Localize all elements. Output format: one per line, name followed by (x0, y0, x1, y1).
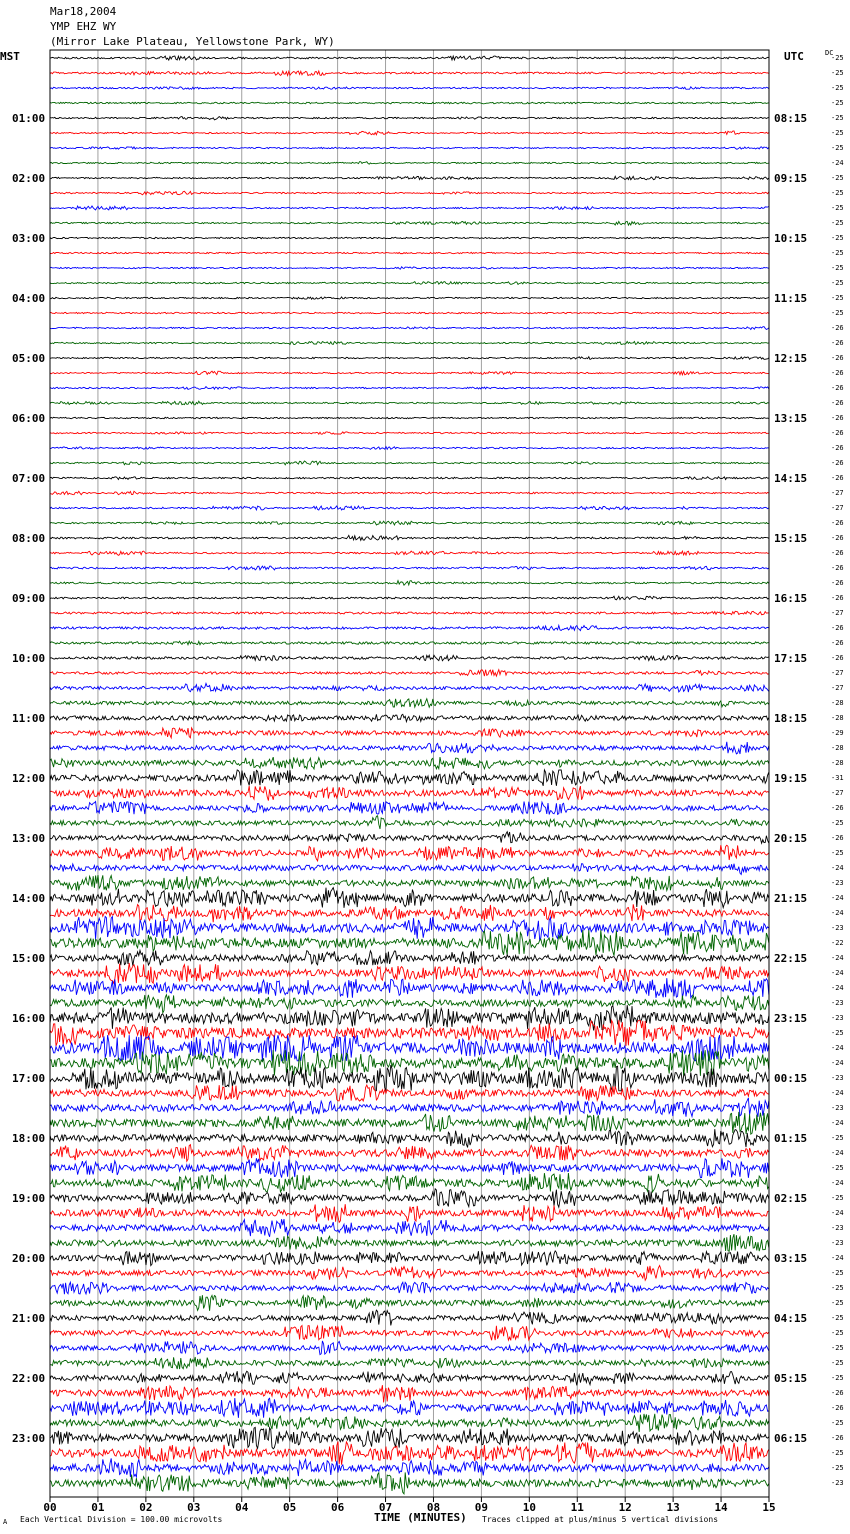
left-axis-label: MST (0, 50, 20, 63)
dc-offset-label: -25 (831, 294, 844, 302)
dc-offset-label: -27 (831, 669, 844, 677)
seismic-trace (50, 864, 769, 875)
x-tick-label: 09 (474, 1501, 489, 1514)
dc-offset-label: -24 (831, 1119, 844, 1127)
seismic-trace (50, 1204, 769, 1222)
dc-offset-label: -26 (831, 459, 844, 467)
seismic-trace (50, 670, 769, 676)
dc-offset-label: -23 (831, 1224, 844, 1232)
mst-hour-label: 21:00 (12, 1312, 46, 1325)
seismic-trace (50, 432, 769, 434)
dc-offset-label: -28 (831, 699, 844, 707)
dc-offset-label: -23 (831, 879, 844, 887)
dc-offset-label: -28 (831, 714, 844, 722)
x-tick-label: 02 (139, 1501, 153, 1514)
dc-offset-label: -25 (831, 1299, 844, 1307)
mst-hour-label: 02:00 (12, 172, 46, 185)
seismic-trace (50, 770, 769, 786)
dc-offset-label: -24 (831, 1149, 844, 1157)
seismic-trace (50, 1326, 769, 1341)
dc-offset-label: -25 (831, 309, 844, 317)
dc-offset-label: -26 (831, 804, 844, 812)
dc-offset-label: -23 (831, 1104, 844, 1112)
mst-hour-label: 15:00 (12, 952, 46, 965)
dc-offset-label: -25 (831, 1029, 844, 1037)
seismic-trace (50, 417, 769, 418)
utc-hour-label: 20:15 (774, 832, 808, 845)
dc-offset-label: -25 (831, 849, 844, 857)
dc-offset-label: -28 (831, 759, 844, 767)
utc-hour-label: 06:15 (774, 1432, 808, 1445)
dc-offset-label: -24 (831, 894, 844, 902)
seismic-trace (50, 237, 769, 238)
mst-hour-label: 19:00 (12, 1192, 46, 1205)
dc-offset-label: -25 (831, 69, 844, 77)
seismic-trace (50, 267, 769, 269)
header-location: (Mirror Lake Plateau, Yellowstone Park, WY) (50, 35, 335, 48)
seismic-trace (50, 757, 769, 769)
dc-offset-label: -25 (831, 144, 844, 152)
dc-offset-label: -26 (831, 474, 844, 482)
dc-offset-label: -26 (831, 549, 844, 557)
seismic-trace (50, 875, 769, 891)
seismic-trace (50, 491, 769, 494)
seismic-trace (50, 1234, 769, 1251)
seismic-trace (50, 1050, 769, 1076)
dc-offset-label: -25 (831, 1314, 844, 1322)
seismic-trace (50, 477, 769, 480)
x-tick-label: 07 (378, 1501, 393, 1514)
mst-hour-label: 16:00 (12, 1012, 46, 1025)
seismic-trace (50, 1219, 769, 1237)
seismic-trace (50, 506, 769, 510)
dc-offset-label: -27 (831, 789, 844, 797)
dc-offset-label: -26 (831, 384, 844, 392)
seismic-trace (50, 611, 769, 614)
seismic-trace (50, 1442, 769, 1465)
dc-offset-label: -26 (831, 414, 844, 422)
header-date: Mar18,2004 (50, 5, 117, 18)
seismic-trace (50, 102, 769, 104)
dc-offset-label: -24 (831, 1044, 844, 1052)
dc-offset-label: -26 (831, 594, 844, 602)
utc-hour-label: 04:15 (774, 1312, 808, 1325)
dc-offset-label: -25 (831, 204, 844, 212)
dc-offset-label: -26 (831, 1389, 844, 1397)
dc-offset-label: -26 (831, 639, 844, 647)
dc-offset-label: -27 (831, 504, 844, 512)
utc-hour-label: 00:15 (774, 1072, 808, 1085)
footer-clip-note: Traces clipped at plus/minus 5 vertical divisions (482, 1515, 719, 1524)
dc-offset-label: -25 (831, 1164, 844, 1172)
seismic-trace (50, 1458, 769, 1477)
dc-offset-label: -26 (831, 354, 844, 362)
dc-offset-label: -23 (831, 924, 844, 932)
x-tick-label: 00 (43, 1501, 57, 1514)
x-tick-label: 12 (618, 1501, 632, 1514)
mst-hour-label: 03:00 (12, 232, 46, 245)
seismic-trace (50, 56, 769, 60)
utc-hour-label: 11:15 (774, 292, 808, 305)
mst-hour-label: 06:00 (12, 412, 46, 425)
dc-offset-label: -26 (831, 324, 844, 332)
utc-hour-label: 09:15 (774, 172, 808, 185)
dc-offset-label: -24 (831, 159, 844, 167)
dc-offset-label: -24 (831, 1254, 844, 1262)
dc-offset-label: -25 (831, 189, 844, 197)
x-tick-label: 05 (283, 1501, 297, 1514)
seismic-trace (50, 1145, 769, 1162)
utc-hour-label: 01:15 (774, 1132, 808, 1145)
mst-hour-label: 05:00 (12, 352, 46, 365)
seismic-trace (50, 461, 769, 465)
seismic-trace (50, 714, 769, 721)
x-axis-title: TIME (MINUTES) (374, 1511, 467, 1524)
dc-offset-label: -25 (831, 1464, 844, 1472)
seismic-trace (50, 327, 769, 330)
dc-offset-label: -25 (831, 129, 844, 137)
utc-hour-label: 19:15 (774, 772, 808, 785)
mst-hour-label: 18:00 (12, 1132, 46, 1145)
seismic-trace (50, 1112, 769, 1134)
dc-offset-label: -26 (831, 1434, 844, 1442)
dc-offset-label: -31 (831, 774, 844, 782)
x-tick-label: 13 (666, 1501, 680, 1514)
dc-offset-label: -26 (831, 519, 844, 527)
dc-offset-label: -26 (831, 834, 844, 842)
seismic-trace (50, 625, 769, 630)
seismic-trace (50, 641, 769, 645)
utc-hour-label: 17:15 (774, 652, 808, 665)
dc-offset-label: -26 (831, 579, 844, 587)
utc-hour-label: 10:15 (774, 232, 808, 245)
dc-offset-label: -29 (831, 729, 844, 737)
dc-offset-label: -25 (831, 1419, 844, 1427)
x-tick-label: 15 (762, 1501, 776, 1514)
mst-hour-label: 17:00 (12, 1072, 46, 1085)
utc-hour-label: 16:15 (774, 592, 808, 605)
dc-offset-label: -25 (831, 249, 844, 257)
seismic-trace (50, 1357, 769, 1369)
dc-offset-label: -25 (831, 1284, 844, 1292)
seismic-trace (50, 1371, 769, 1385)
dc-offset-label: -27 (831, 609, 844, 617)
dc-offset-label: -26 (831, 339, 844, 347)
x-tick-label: 03 (187, 1501, 201, 1514)
dc-offset-label: -24 (831, 1179, 844, 1187)
dc-offset-label: -25 (831, 264, 844, 272)
dc-offset-label: -25 (831, 84, 844, 92)
mst-hour-label: 01:00 (12, 112, 46, 125)
dc-offset-label: -25 (831, 1449, 844, 1457)
seismic-trace (50, 699, 769, 707)
seismic-trace (50, 401, 769, 405)
utc-hour-label: 02:15 (774, 1192, 808, 1205)
mst-hour-label: 07:00 (12, 472, 46, 485)
dc-offset-label: -25 (831, 1269, 844, 1277)
mst-hour-label: 13:00 (12, 832, 46, 845)
dc-offset-label: -25 (831, 219, 844, 227)
dc-offset-label: -26 (831, 1404, 844, 1412)
seismic-trace (50, 728, 769, 738)
seismic-trace (50, 1472, 769, 1493)
x-tick-label: 10 (522, 1501, 536, 1514)
mst-hour-label: 09:00 (12, 592, 46, 605)
utc-hour-label: 05:15 (774, 1372, 808, 1385)
seismic-trace (50, 995, 769, 1013)
dc-offset-label: -23 (831, 1074, 844, 1082)
seismic-trace (50, 1266, 769, 1281)
seismic-trace (50, 950, 769, 965)
seismic-trace (50, 1427, 769, 1448)
seismic-trace (50, 357, 769, 360)
seismic-trace (50, 191, 769, 195)
seismic-trace (50, 742, 769, 754)
mst-hour-label: 20:00 (12, 1252, 46, 1265)
seismic-trace (50, 930, 769, 956)
seismic-trace (50, 71, 769, 76)
dc-offset-label: -25 (831, 1329, 844, 1337)
seismic-trace (50, 147, 769, 149)
seismic-trace (50, 566, 769, 570)
right-axis-label: UTC (784, 50, 804, 63)
dc-offset-label: -26 (831, 624, 844, 632)
dc-offset-label: -24 (831, 864, 844, 872)
footer-scale-note: Each Vertical Division = 100.00 microvolts (20, 1515, 223, 1524)
dc-offset-label: -24 (831, 954, 844, 962)
x-tick-label: 04 (235, 1501, 249, 1514)
seismic-trace (50, 1310, 769, 1325)
seismic-trace (50, 131, 769, 135)
seismic-trace (50, 816, 769, 829)
seismic-trace (50, 1385, 769, 1402)
mst-hour-label: 11:00 (12, 712, 46, 725)
dc-offset-label: -25 (831, 1344, 844, 1352)
seismic-trace (50, 521, 769, 525)
seismic-trace (50, 832, 769, 844)
seismic-trace (50, 596, 769, 600)
utc-hour-label: 18:15 (774, 712, 808, 725)
dc-offset-label: -23 (831, 1479, 844, 1487)
seismic-trace (50, 1414, 769, 1432)
x-tick-label: 01 (91, 1501, 105, 1514)
x-tick-label: 06 (330, 1501, 345, 1514)
dc-offset-label: -24 (831, 909, 844, 917)
dc-offset-label: -26 (831, 534, 844, 542)
seismic-trace (50, 1295, 769, 1311)
seismic-trace (50, 117, 769, 120)
utc-hour-label: 12:15 (774, 352, 808, 365)
dc-offset-label: -25 (831, 1374, 844, 1382)
dc-offset-label: -24 (831, 969, 844, 977)
dc-offset-label: -26 (831, 654, 844, 662)
utc-hour-label: 08:15 (774, 112, 808, 125)
seismic-trace (50, 978, 769, 998)
dc-offset-label: -24 (831, 984, 844, 992)
dc-offset-label: -25 (831, 1359, 844, 1367)
x-tick-label: 11 (570, 1501, 584, 1514)
seismic-trace (50, 1098, 769, 1117)
seismic-trace (50, 581, 769, 586)
mst-hour-label: 23:00 (12, 1432, 46, 1445)
seismic-trace (50, 1173, 769, 1192)
seismic-trace (50, 1020, 769, 1046)
utc-hour-label: 14:15 (774, 472, 808, 485)
seismic-trace (50, 312, 769, 313)
mst-hour-label: 22:00 (12, 1372, 46, 1385)
seismic-trace (50, 655, 769, 661)
dc-offset-label: -25 (831, 54, 844, 62)
mst-hour-label: 04:00 (12, 292, 46, 305)
dc-offset-label: -28 (831, 744, 844, 752)
dc-offset-label: -25 (831, 279, 844, 287)
dc-offset-label: -25 (831, 1134, 844, 1142)
seismic-trace (50, 535, 769, 540)
dc-offset-label: -24 (831, 1059, 844, 1067)
mst-hour-label: 12:00 (12, 772, 46, 785)
seismic-trace (50, 963, 769, 983)
dc-offset-label: -26 (831, 444, 844, 452)
seismic-trace (50, 162, 769, 165)
dc-offset-label: -25 (831, 1194, 844, 1202)
dc-offset-label: -23 (831, 1014, 844, 1022)
utc-hour-label: 15:15 (774, 532, 808, 545)
seismic-trace (50, 206, 769, 210)
seismic-trace (50, 387, 769, 390)
x-tick-label: 08 (426, 1501, 441, 1514)
seismic-trace (50, 176, 769, 179)
seismic-trace (50, 1158, 769, 1178)
dc-offset-label: -24 (831, 1089, 844, 1097)
dc-offset-label: -24 (831, 1209, 844, 1217)
dc-offset-label: -27 (831, 684, 844, 692)
seismic-trace (50, 1251, 769, 1266)
seismic-trace (50, 1398, 769, 1418)
dc-offset-label: -26 (831, 399, 844, 407)
seismic-trace (50, 252, 769, 254)
dc-label: DC (825, 49, 834, 57)
dc-offset-label: -25 (831, 174, 844, 182)
seismic-trace (50, 342, 769, 345)
dc-offset-label: -23 (831, 999, 844, 1007)
seismic-trace (50, 1189, 769, 1207)
mst-hour-label: 10:00 (12, 652, 46, 665)
seismic-trace (50, 221, 769, 225)
seismic-trace (50, 371, 769, 375)
seismic-trace (50, 888, 769, 908)
utc-hour-label: 22:15 (774, 952, 808, 965)
footer-mark: A (3, 1518, 8, 1526)
seismic-trace (50, 786, 769, 801)
dc-offset-label: -25 (831, 99, 844, 107)
dc-offset-label: -23 (831, 1239, 844, 1247)
dc-offset-label: -27 (831, 489, 844, 497)
seismic-trace (50, 1005, 769, 1030)
dc-offset-label: -25 (831, 819, 844, 827)
mst-hour-label: 14:00 (12, 892, 46, 905)
mst-hour-label: 08:00 (12, 532, 46, 545)
utc-hour-label: 21:15 (774, 892, 808, 905)
seismic-traces (50, 56, 769, 1494)
dc-offset-label: -26 (831, 369, 844, 377)
dc-offset-label: -26 (831, 429, 844, 437)
seismic-trace (50, 282, 769, 285)
seismic-trace (50, 297, 769, 299)
seismic-trace (50, 683, 769, 692)
seismic-trace (50, 802, 769, 815)
seismic-trace (50, 447, 769, 450)
utc-hour-label: 03:15 (774, 1252, 808, 1265)
seismic-trace (50, 87, 769, 90)
seismic-trace (50, 917, 769, 940)
dc-offset-label: -25 (831, 234, 844, 242)
utc-hour-label: 13:15 (774, 412, 808, 425)
dc-offset-label: -26 (831, 564, 844, 572)
seismic-trace (50, 845, 769, 861)
dc-offset-label: -22 (831, 939, 844, 947)
seismic-trace (50, 1341, 769, 1355)
utc-hour-label: 23:15 (774, 1012, 808, 1025)
x-tick-label: 14 (714, 1501, 728, 1514)
header-station: YMP EHZ WY (50, 20, 117, 33)
seismic-trace (50, 1282, 769, 1294)
seismic-trace (50, 1035, 769, 1061)
dc-offset-label: -25 (831, 114, 844, 122)
seismic-trace (50, 551, 769, 555)
seismic-trace (50, 1129, 769, 1147)
seismic-trace (50, 1085, 769, 1101)
seismic-trace (50, 904, 769, 922)
